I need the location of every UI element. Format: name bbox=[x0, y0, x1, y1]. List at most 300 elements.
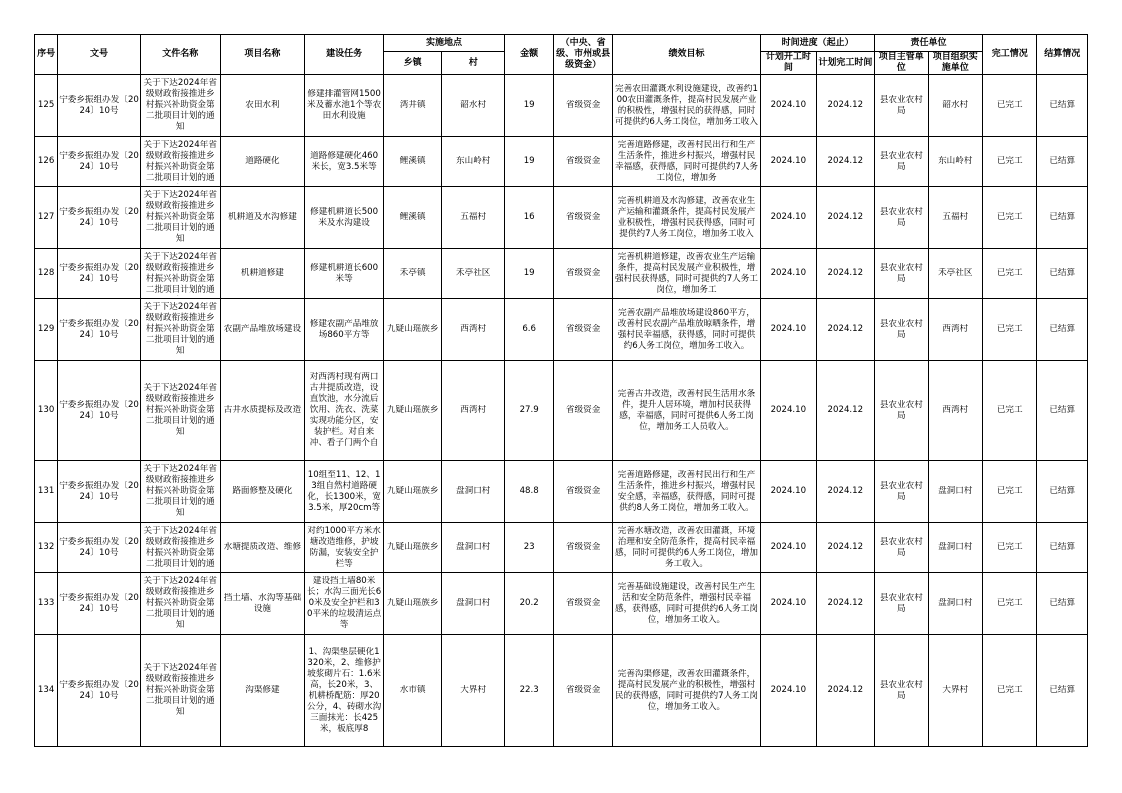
cell-dept-text: 县农业农村局 bbox=[879, 318, 923, 340]
cell-fund-text: 省级资金 bbox=[565, 212, 601, 222]
cell-goal-text: 完善水塘改造，改善农田灌溉，环境治理和安全防范条件，提高村民幸福感，同时可提供约6人务工岗位，增加务工收入。 bbox=[615, 525, 758, 569]
cell-doc-name-text: 关于下达2024年省级财政衔接推进乡村振兴补助资金第二批项目计划的通 bbox=[143, 525, 217, 569]
cell-start bbox=[761, 461, 816, 523]
cell-completion bbox=[983, 361, 1037, 461]
cell-settlement bbox=[1037, 461, 1088, 523]
cell-task-text: 10组至11、12、13组自然村道路硬化，长1300米，宽3.5米，厚20cm等 bbox=[307, 469, 381, 513]
cell-start-text: 2024.10 bbox=[770, 598, 807, 608]
cell-village bbox=[442, 137, 505, 187]
cell-completion-text: 已完工 bbox=[996, 156, 1023, 166]
cell-start-text: 2024.10 bbox=[770, 212, 807, 222]
cell-doc-name bbox=[140, 249, 220, 299]
cell-doc-no-text: 宁委乡振组办发〔2024〕10号 bbox=[59, 262, 139, 284]
cell-settlement bbox=[1037, 635, 1088, 747]
cell-town-text: 九疑山瑶族乡 bbox=[386, 324, 439, 334]
header-doc-name: 文件名称 bbox=[140, 35, 220, 75]
cell-village-text: 西湾村 bbox=[460, 324, 487, 334]
cell-seq bbox=[35, 573, 58, 635]
cell-amount-text: 19 bbox=[523, 100, 535, 110]
cell-settlement bbox=[1037, 187, 1088, 249]
cell-org bbox=[928, 249, 982, 299]
cell-start-text: 2024.10 bbox=[770, 405, 807, 415]
cell-doc-name bbox=[140, 299, 220, 361]
cell-project-text: 机耕道修建 bbox=[240, 268, 284, 278]
cell-org bbox=[928, 523, 982, 573]
cell-org bbox=[928, 461, 982, 523]
cell-doc-name-text: 关于下达2024年省级财政衔接推进乡村振兴补助资金第二批项目计划的通知 bbox=[143, 190, 217, 244]
cell-amount bbox=[504, 137, 553, 187]
cell-start-text: 2024.10 bbox=[770, 324, 807, 334]
header-end: 计划完工时间 bbox=[816, 52, 875, 75]
cell-project-text: 农副产品堆放场建设 bbox=[223, 324, 302, 334]
cell-task bbox=[305, 461, 384, 523]
cell-goal-text: 完善道路修建，改善村民出行和生产生活条件，推进乡村振兴，增强村民幸福感，获得感，同时可提供约7人务工岗位，增加务 bbox=[615, 139, 758, 183]
cell-start bbox=[761, 187, 816, 249]
cell-project bbox=[220, 573, 305, 635]
cell-org-text: 盘洞口村 bbox=[938, 486, 973, 496]
cell-amount bbox=[504, 249, 553, 299]
cell-doc-no-text: 宁委乡振组办发〔2024〕10号 bbox=[59, 480, 139, 502]
cell-town-text: 禾亭镇 bbox=[399, 268, 426, 278]
cell-fund-text: 省级资金 bbox=[565, 598, 601, 608]
table-row bbox=[35, 573, 1088, 635]
cell-town-text: 九疑山瑶族乡 bbox=[386, 486, 439, 496]
cell-start-text: 2024.10 bbox=[770, 486, 807, 496]
cell-village bbox=[442, 523, 505, 573]
cell-doc-name bbox=[140, 461, 220, 523]
cell-seq bbox=[35, 461, 58, 523]
cell-goal bbox=[612, 299, 760, 361]
cell-completion-text: 已完工 bbox=[996, 100, 1023, 110]
cell-task-text: 修建排灌管网1500米及蓄水池1个等农田水利设施 bbox=[307, 89, 382, 121]
header-task: 建设任务 bbox=[305, 35, 384, 75]
cell-task-text: 对西湾村现有两口古井提质改造，设直饮池，水分流后饮用、洗衣、洗菜实现功能分区，安装护栏。对自来冲、看子门两个自 bbox=[309, 372, 379, 448]
cell-dept-text: 县农业农村局 bbox=[879, 592, 923, 614]
cell-task bbox=[305, 75, 384, 137]
cell-doc-no-text: 宁委乡振组办发〔2024〕10号 bbox=[59, 206, 139, 228]
cell-completion bbox=[983, 137, 1037, 187]
cell-doc-no-text: 宁委乡振组办发〔2024〕10号 bbox=[59, 679, 139, 701]
cell-project bbox=[220, 75, 305, 137]
cell-dept bbox=[875, 75, 928, 137]
cell-fund bbox=[554, 523, 612, 573]
cell-end bbox=[816, 137, 875, 187]
cell-seq-text: 127 bbox=[37, 212, 55, 222]
cell-start bbox=[761, 573, 816, 635]
cell-completion bbox=[983, 299, 1037, 361]
header-org: 项目组织实施单位 bbox=[928, 52, 982, 75]
header-schedule: 时间进度（起止） bbox=[761, 35, 875, 52]
cell-settlement-text: 已结算 bbox=[1049, 100, 1076, 110]
cell-start bbox=[761, 299, 816, 361]
cell-fund-text: 省级资金 bbox=[565, 405, 601, 415]
cell-settlement-text: 已结算 bbox=[1049, 405, 1076, 415]
cell-fund bbox=[554, 249, 612, 299]
cell-doc-no-text: 宁委乡振组办发〔2024〕10号 bbox=[59, 94, 139, 116]
cell-task bbox=[305, 635, 384, 747]
cell-amount bbox=[504, 635, 553, 747]
table-row bbox=[35, 361, 1088, 461]
cell-seq bbox=[35, 635, 58, 747]
cell-org-text: 东山岭村 bbox=[938, 156, 973, 166]
cell-doc-name bbox=[140, 573, 220, 635]
cell-end-text: 2024.12 bbox=[827, 685, 864, 695]
cell-seq bbox=[35, 75, 58, 137]
cell-fund-text: 省级资金 bbox=[565, 542, 601, 552]
cell-task-text: 建设挡土墙80米长；水沟三面光长60米及安全护栏和30平米的垃圾清运点等 bbox=[307, 576, 382, 630]
cell-start bbox=[761, 361, 816, 461]
cell-task-text: 修建机耕道长600米等 bbox=[310, 262, 379, 284]
cell-town bbox=[383, 635, 441, 747]
cell-project-text: 古井水质提标及改造 bbox=[223, 405, 302, 415]
cell-settlement bbox=[1037, 249, 1088, 299]
cell-doc-no bbox=[58, 249, 141, 299]
cell-fund bbox=[554, 299, 612, 361]
cell-dept bbox=[875, 187, 928, 249]
cell-town-text: 九疑山瑶族乡 bbox=[386, 542, 439, 552]
cell-goal-text: 完善基础设施建设，改善村民生产生活和安全防范条件，增强村民幸福感，获得感，同时可提供约6人务工岗位，增加务工收入。 bbox=[615, 581, 758, 625]
cell-end bbox=[816, 361, 875, 461]
cell-seq-text: 125 bbox=[37, 100, 55, 110]
table-row bbox=[35, 523, 1088, 573]
cell-village bbox=[442, 635, 505, 747]
cell-settlement bbox=[1037, 523, 1088, 573]
cell-fund-text: 省级资金 bbox=[565, 486, 601, 496]
table-row bbox=[35, 75, 1088, 137]
cell-doc-name bbox=[140, 75, 220, 137]
cell-goal bbox=[612, 187, 760, 249]
cell-goal-text: 完善沟渠修建，改善农田灌溉条件，提高村民发展产业的积极性，增强村民的获得感，同时可提供约7人务工岗位，增加务工收入。 bbox=[615, 668, 758, 712]
cell-seq bbox=[35, 361, 58, 461]
cell-amount-text: 22.3 bbox=[519, 685, 539, 695]
cell-end-text: 2024.12 bbox=[827, 100, 864, 110]
cell-doc-name-text: 关于下达2024年省级财政衔接推进乡村振兴补助资金第二批项目计划的通知 bbox=[143, 78, 217, 132]
cell-org-text: 西湾村 bbox=[942, 324, 969, 334]
cell-end-text: 2024.12 bbox=[827, 156, 864, 166]
cell-fund bbox=[554, 187, 612, 249]
cell-end-text: 2024.12 bbox=[827, 212, 864, 222]
cell-doc-no-text: 宁委乡振组办发〔2024〕10号 bbox=[59, 150, 139, 172]
cell-village-text: 西湾村 bbox=[460, 405, 487, 415]
cell-start bbox=[761, 137, 816, 187]
cell-task-text: 修建机耕道长500米及水沟建设 bbox=[310, 206, 379, 228]
cell-dept bbox=[875, 361, 928, 461]
cell-project bbox=[220, 249, 305, 299]
cell-fund bbox=[554, 361, 612, 461]
cell-doc-no bbox=[58, 361, 141, 461]
cell-end bbox=[816, 187, 875, 249]
cell-village bbox=[442, 461, 505, 523]
cell-task bbox=[305, 573, 384, 635]
table-row bbox=[35, 461, 1088, 523]
cell-seq bbox=[35, 299, 58, 361]
header-town: 乡镇 bbox=[383, 52, 441, 75]
cell-seq bbox=[35, 137, 58, 187]
cell-end-text: 2024.12 bbox=[827, 324, 864, 334]
cell-seq-text: 134 bbox=[37, 685, 55, 695]
table-row bbox=[35, 187, 1088, 249]
cell-fund bbox=[554, 75, 612, 137]
table-body bbox=[35, 75, 1088, 747]
cell-task-text: 修建农副产品堆放场860平方等 bbox=[309, 318, 379, 340]
cell-goal-text: 完善农副产品堆放场建设860平方，改善村民农副产品堆放晾晒条件，增强村民幸福感，获得感，同时可提供约6人务工岗位，增加务工收入。 bbox=[617, 307, 756, 351]
cell-seq-text: 126 bbox=[37, 156, 55, 166]
cell-completion-text: 已完工 bbox=[996, 324, 1023, 334]
cell-doc-name-text: 关于下达2024年省级财政衔接推进乡村振兴补助资金第二批项目计划的通 bbox=[143, 139, 217, 183]
cell-dept-text: 县农业农村局 bbox=[879, 94, 923, 116]
cell-org-text: 禾亭社区 bbox=[938, 268, 973, 278]
cell-end bbox=[816, 573, 875, 635]
cell-dept bbox=[875, 249, 928, 299]
cell-completion bbox=[983, 523, 1037, 573]
cell-doc-name bbox=[140, 635, 220, 747]
cell-amount-text: 27.9 bbox=[519, 405, 539, 415]
cell-completion bbox=[983, 461, 1037, 523]
cell-dept-text: 县农业农村局 bbox=[879, 262, 923, 284]
table-row bbox=[35, 299, 1088, 361]
cell-village-text: 大界村 bbox=[460, 685, 487, 695]
cell-amount bbox=[504, 361, 553, 461]
cell-seq bbox=[35, 249, 58, 299]
table-row bbox=[35, 249, 1088, 299]
cell-project-text: 挡土墙、水沟等基础设施 bbox=[223, 592, 302, 614]
cell-village bbox=[442, 299, 505, 361]
cell-project bbox=[220, 361, 305, 461]
cell-completion-text: 已完工 bbox=[996, 405, 1023, 415]
cell-org bbox=[928, 635, 982, 747]
header-completion: 完工情况 bbox=[983, 35, 1037, 75]
table-row bbox=[35, 137, 1088, 187]
cell-doc-no bbox=[58, 137, 141, 187]
cell-start-text: 2024.10 bbox=[770, 685, 807, 695]
cell-town bbox=[383, 187, 441, 249]
cell-project bbox=[220, 299, 305, 361]
cell-town bbox=[383, 75, 441, 137]
cell-end bbox=[816, 461, 875, 523]
cell-end bbox=[816, 635, 875, 747]
cell-village-text: 韶水村 bbox=[460, 100, 487, 110]
cell-project-text: 沟渠修建 bbox=[245, 685, 280, 695]
cell-start bbox=[761, 523, 816, 573]
header-doc-no: 文号 bbox=[58, 35, 141, 75]
cell-settlement bbox=[1037, 361, 1088, 461]
cell-end-text: 2024.12 bbox=[827, 405, 864, 415]
cell-start-text: 2024.10 bbox=[770, 156, 807, 166]
cell-amount-text: 19 bbox=[523, 156, 535, 166]
cell-doc-no-text: 宁委乡振组办发〔2024〕10号 bbox=[59, 399, 139, 421]
cell-settlement-text: 已结算 bbox=[1049, 598, 1076, 608]
cell-settlement bbox=[1037, 299, 1088, 361]
cell-seq bbox=[35, 523, 58, 573]
cell-doc-name-text: 关于下达2024年省级财政衔接推进乡村振兴补助资金第二批项目计划的通知 bbox=[143, 302, 217, 356]
header-start: 计划开工时间 bbox=[761, 52, 816, 75]
cell-fund-text: 省级资金 bbox=[565, 324, 601, 334]
cell-dept bbox=[875, 635, 928, 747]
cell-dept-text: 县农业农村局 bbox=[879, 206, 923, 228]
cell-start-text: 2024.10 bbox=[770, 542, 807, 552]
cell-start bbox=[761, 249, 816, 299]
cell-town-text: 九疑山瑶族乡 bbox=[386, 598, 439, 608]
cell-completion bbox=[983, 573, 1037, 635]
cell-goal-text: 完善农田灌溉水利设施建设，改善约100农田灌溉条件，提高村民发展产业的积极性，增强村民的获得感，同时可提供约6人务工岗位，增加务工收入 bbox=[615, 83, 758, 127]
cell-fund-text: 省级资金 bbox=[565, 100, 601, 110]
cell-end-text: 2024.12 bbox=[827, 542, 864, 552]
cell-project bbox=[220, 461, 305, 523]
cell-goal-text: 完善古井改造，改善村民生活用水条件，提升人居环境，增加村民获得感，幸福感，同时可提供6人务工岗位，增加务工人员收入。 bbox=[617, 388, 756, 432]
cell-goal-text: 完善道路修建，改善村民出行和生产生活条件，推进乡村振兴，增强村民安全感，幸福感，获得感，同时可提供约8人务工岗位，增加务工收入。 bbox=[617, 469, 756, 513]
header-goal: 绩效目标 bbox=[612, 35, 760, 75]
cell-town-text: 水市镇 bbox=[399, 685, 426, 695]
cell-settlement-text: 已结算 bbox=[1049, 212, 1076, 222]
cell-settlement-text: 已结算 bbox=[1049, 324, 1076, 334]
cell-project bbox=[220, 635, 305, 747]
cell-completion bbox=[983, 249, 1037, 299]
cell-settlement-text: 已结算 bbox=[1049, 685, 1076, 695]
cell-doc-name-text: 关于下达2024年省级财政衔接推进乡村振兴补助资金第二批项目计划的通知 bbox=[143, 464, 217, 518]
cell-org-text: 五福村 bbox=[942, 212, 969, 222]
cell-task-text: 道路修建硬化460米长，宽3.5米等 bbox=[310, 150, 379, 172]
cell-doc-name-text: 关于下达2024年省级财政衔接推进乡村振兴补助资金第二批项目计划的通 bbox=[143, 251, 217, 295]
cell-dept-text: 县农业农村局 bbox=[879, 399, 923, 421]
cell-fund-text: 省级资金 bbox=[565, 268, 601, 278]
cell-seq-text: 133 bbox=[37, 598, 55, 608]
project-table bbox=[34, 34, 1088, 747]
cell-task bbox=[305, 187, 384, 249]
cell-completion-text: 已完工 bbox=[996, 268, 1023, 278]
cell-org-text: 大界村 bbox=[942, 685, 969, 695]
header-resp: 责任单位 bbox=[875, 35, 983, 52]
cell-end-text: 2024.12 bbox=[827, 598, 864, 608]
cell-goal bbox=[612, 137, 760, 187]
cell-goal bbox=[612, 75, 760, 137]
cell-start-text: 2024.10 bbox=[770, 268, 807, 278]
header-location: 实施地点 bbox=[383, 35, 504, 52]
cell-village-text: 五福村 bbox=[460, 212, 487, 222]
cell-doc-no-text: 宁委乡振组办发〔2024〕10号 bbox=[59, 536, 139, 558]
cell-org bbox=[928, 573, 982, 635]
cell-project-text: 道路硬化 bbox=[245, 156, 280, 166]
cell-goal bbox=[612, 573, 760, 635]
cell-amount-text: 19 bbox=[523, 268, 535, 278]
cell-town bbox=[383, 299, 441, 361]
cell-completion bbox=[983, 635, 1037, 747]
cell-doc-name-text: 关于下达2024年省级财政衔接推进乡村振兴补助资金第二批项目计划的通知 bbox=[143, 383, 217, 437]
cell-doc-no bbox=[58, 75, 141, 137]
cell-project-text: 农田水利 bbox=[245, 100, 280, 110]
header-village: 村 bbox=[442, 52, 505, 75]
cell-org bbox=[928, 187, 982, 249]
cell-task bbox=[305, 249, 384, 299]
cell-doc-name-text: 关于下达2024年省级财政衔接推进乡村振兴补助资金第二批项目计划的通知 bbox=[143, 576, 217, 630]
header-project: 项目名称 bbox=[220, 35, 305, 75]
cell-project bbox=[220, 187, 305, 249]
cell-project bbox=[220, 523, 305, 573]
cell-task bbox=[305, 361, 384, 461]
cell-village bbox=[442, 187, 505, 249]
cell-seq-text: 130 bbox=[37, 405, 55, 415]
cell-fund bbox=[554, 137, 612, 187]
cell-settlement-text: 已结算 bbox=[1049, 486, 1076, 496]
cell-seq-text: 129 bbox=[37, 324, 55, 334]
cell-dept bbox=[875, 137, 928, 187]
cell-project-text: 机耕道及水沟修建 bbox=[228, 212, 297, 222]
cell-amount bbox=[504, 75, 553, 137]
cell-task-text: 对约1000平方米水塘改造维修，护坡防漏，安装安全护栏等 bbox=[307, 525, 381, 569]
cell-village bbox=[442, 75, 505, 137]
cell-amount-text: 20.2 bbox=[519, 598, 539, 608]
cell-doc-name bbox=[140, 361, 220, 461]
cell-goal bbox=[612, 461, 760, 523]
cell-org-text: 西湾村 bbox=[942, 405, 969, 415]
cell-town-text: 鲤溪镇 bbox=[399, 212, 426, 222]
cell-amount-text: 6.6 bbox=[522, 324, 536, 334]
cell-village-text: 盘洞口村 bbox=[456, 486, 491, 496]
cell-dept-text: 县农业农村局 bbox=[879, 536, 923, 558]
cell-org bbox=[928, 361, 982, 461]
cell-project-text: 水塘提质改造、维修 bbox=[223, 542, 302, 552]
cell-town bbox=[383, 249, 441, 299]
cell-org-text: 盘洞口村 bbox=[938, 542, 973, 552]
cell-doc-name bbox=[140, 523, 220, 573]
cell-doc-no-text: 宁委乡振组办发〔2024〕10号 bbox=[59, 318, 139, 340]
cell-start bbox=[761, 635, 816, 747]
cell-org bbox=[928, 137, 982, 187]
cell-doc-no bbox=[58, 573, 141, 635]
cell-amount-text: 16 bbox=[523, 212, 535, 222]
cell-seq bbox=[35, 187, 58, 249]
cell-dept-text: 县农业农村局 bbox=[879, 480, 923, 502]
cell-amount bbox=[504, 187, 553, 249]
cell-town bbox=[383, 361, 441, 461]
cell-task-text: 1、沟渠垫层硬化1320米，2、维修护坡浆砌片石：1.6米高，长20米，3、机耕桥配筋：厚20公分，4、砖砌水沟三面抹光：长425米，板底厚8 bbox=[307, 646, 382, 734]
cell-doc-no bbox=[58, 299, 141, 361]
cell-amount bbox=[504, 573, 553, 635]
cell-completion-text: 已完工 bbox=[996, 685, 1023, 695]
cell-goal-text: 完善机耕道及水沟修建，改善农业生产运输和灌溉条件，提高村民发展产业积极性，增强村民获得感，同时可提供约7人务工岗位，增加务工收入 bbox=[617, 195, 756, 239]
header-fund: （中央、省级、市州或县级资金） bbox=[554, 35, 612, 75]
cell-town bbox=[383, 523, 441, 573]
cell-village-text: 禾亭社区 bbox=[456, 268, 491, 278]
cell-settlement bbox=[1037, 573, 1088, 635]
cell-settlement bbox=[1037, 75, 1088, 137]
cell-dept bbox=[875, 461, 928, 523]
cell-amount bbox=[504, 461, 553, 523]
cell-start-text: 2024.10 bbox=[770, 100, 807, 110]
cell-completion-text: 已完工 bbox=[996, 542, 1023, 552]
cell-settlement-text: 已结算 bbox=[1049, 156, 1076, 166]
cell-fund bbox=[554, 573, 612, 635]
cell-seq-text: 128 bbox=[37, 268, 55, 278]
cell-completion bbox=[983, 75, 1037, 137]
cell-dept bbox=[875, 523, 928, 573]
cell-doc-name bbox=[140, 137, 220, 187]
cell-org-text: 盘洞口村 bbox=[938, 598, 973, 608]
table-row bbox=[35, 635, 1088, 747]
cell-town-text: 九疑山瑶族乡 bbox=[386, 405, 439, 415]
cell-village-text: 盘洞口村 bbox=[456, 598, 491, 608]
cell-completion-text: 已完工 bbox=[996, 598, 1023, 608]
cell-village-text: 东山岭村 bbox=[456, 156, 491, 166]
cell-amount bbox=[504, 523, 553, 573]
cell-town bbox=[383, 461, 441, 523]
cell-project-text: 路面修整及硬化 bbox=[232, 486, 293, 496]
cell-village bbox=[442, 249, 505, 299]
cell-fund-text: 省级资金 bbox=[565, 685, 601, 695]
cell-doc-no bbox=[58, 187, 141, 249]
cell-fund-text: 省级资金 bbox=[565, 156, 601, 166]
cell-village bbox=[442, 361, 505, 461]
header-dept: 项目主管单位 bbox=[875, 52, 928, 75]
